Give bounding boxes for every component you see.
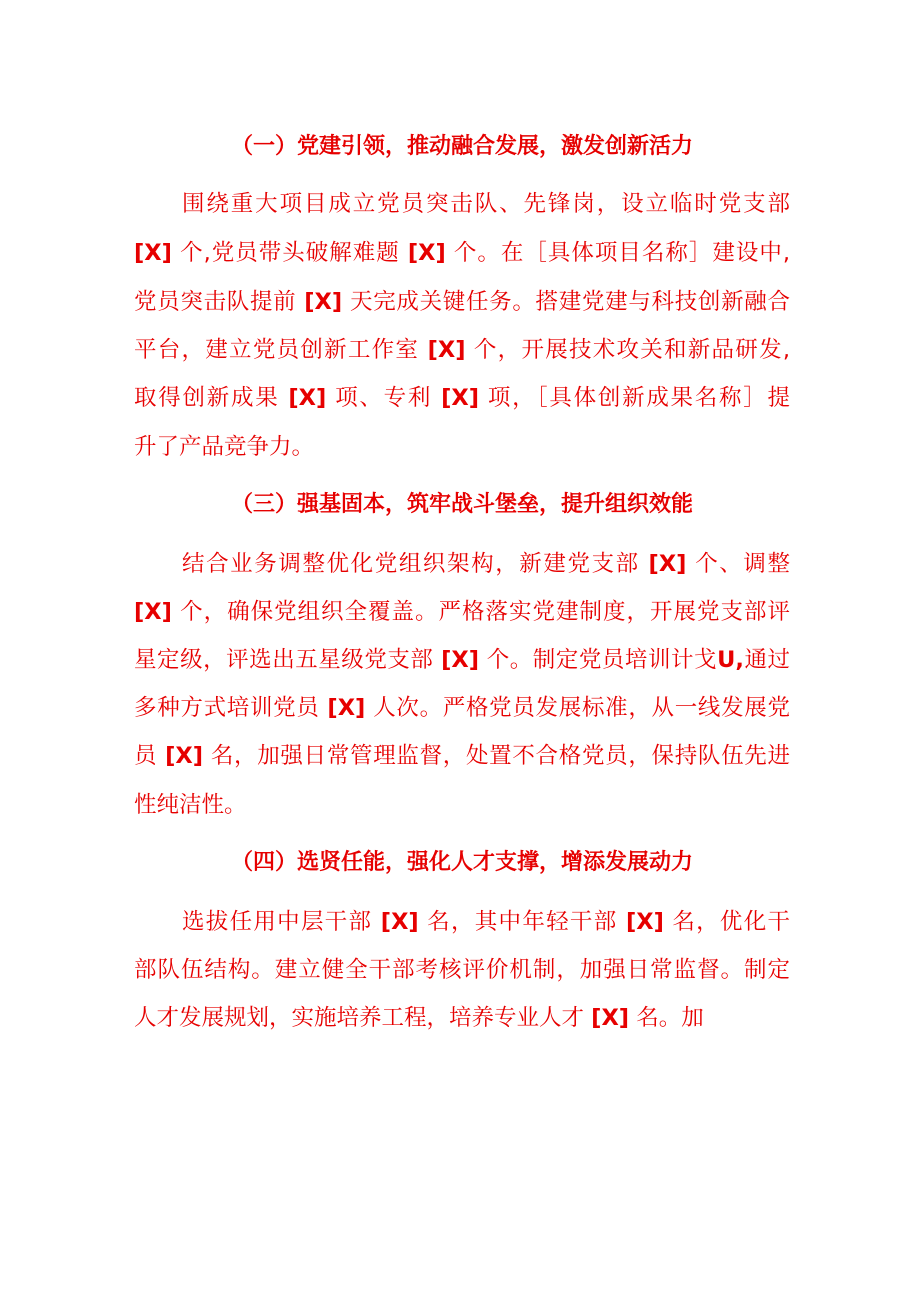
placeholder-x: [X] bbox=[304, 289, 343, 315]
section-heading-1: （一）党建引领，推动融合发展，激发创新活力 bbox=[230, 134, 693, 159]
paragraph-line: 升了产品竞争力。 bbox=[134, 434, 315, 460]
placeholder-x: [X] bbox=[327, 695, 366, 721]
paragraph-line: 选拔任用中层干部 [X] 名，其中年轻干部 [X] 名，优化干 bbox=[182, 909, 791, 935]
paragraph-line: 部队伍结构。建立健全干部考核评价机制，加强日常监督。制定 bbox=[134, 957, 790, 983]
placeholder-x: [X] bbox=[407, 240, 446, 266]
paragraph-line: 党员突击队提前 [X] 天完成关键任务。搭建党建与科技创新融合 bbox=[134, 289, 790, 315]
paragraph-line: 多种方式培训党员 [X] 人次。严格党员发展标准，从一线发展党 bbox=[134, 695, 790, 721]
paragraph-line: 取得创新成果 [X] 项、专利 [X] 项，［具体创新成果名称］提 bbox=[134, 385, 791, 411]
placeholder-x: [X] bbox=[134, 599, 172, 625]
placeholder-x: [X] bbox=[165, 743, 203, 769]
placeholder-x: [X] bbox=[441, 647, 480, 673]
section-heading-3: （三）强基固本，筑牢战斗堡垒，提升组织效能 bbox=[230, 492, 693, 517]
placeholder-x: [X] bbox=[441, 385, 479, 411]
paragraph-line: [X] 个,党员带头破解难题 [X] 个。在［具体项目名称］建设中, bbox=[134, 240, 791, 266]
placeholder-x: [X] bbox=[134, 240, 172, 266]
placeholder-x: [X] bbox=[591, 1005, 630, 1031]
section-heading-4: （四）选贤任能，强化人才支撑，增添发展动力 bbox=[230, 850, 693, 875]
paragraph-line: 结合业务调整优化党组织架构，新建党支部 [X] 个、调整 bbox=[182, 551, 790, 577]
paragraph-line: 员 [X] 名，加强日常管理监督，处置不合格党员，保持队伍先进 bbox=[134, 743, 790, 769]
paragraph-line: 围绕重大项目成立党员突击队、先锋岗，设立临时党支部 bbox=[182, 191, 790, 217]
placeholder-x: [X] bbox=[648, 551, 687, 577]
placeholder-x: [X] bbox=[380, 909, 419, 935]
paragraph-line: [X] 个，确保党组织全覆盖。严格落实党建制度，开展党支部评 bbox=[134, 599, 790, 625]
paragraph-line: 星定级，评选出五星级党支部 [X] 个。制定党员培训计戈U,通过 bbox=[134, 647, 790, 673]
paragraph-line: 人才发展规划，实施培养工程，培养专业人才 [X] 名。加 bbox=[134, 1005, 704, 1031]
paragraph-line: 平台，建立党员创新工作室 [X] 个，开展技术攻关和新品研发, bbox=[134, 337, 790, 363]
placeholder-x: [X] bbox=[625, 909, 664, 935]
paragraph-line: 性纯洁性。 bbox=[134, 792, 247, 818]
placeholder-x: [X] bbox=[427, 337, 466, 363]
placeholder-x: [X] bbox=[288, 385, 327, 411]
